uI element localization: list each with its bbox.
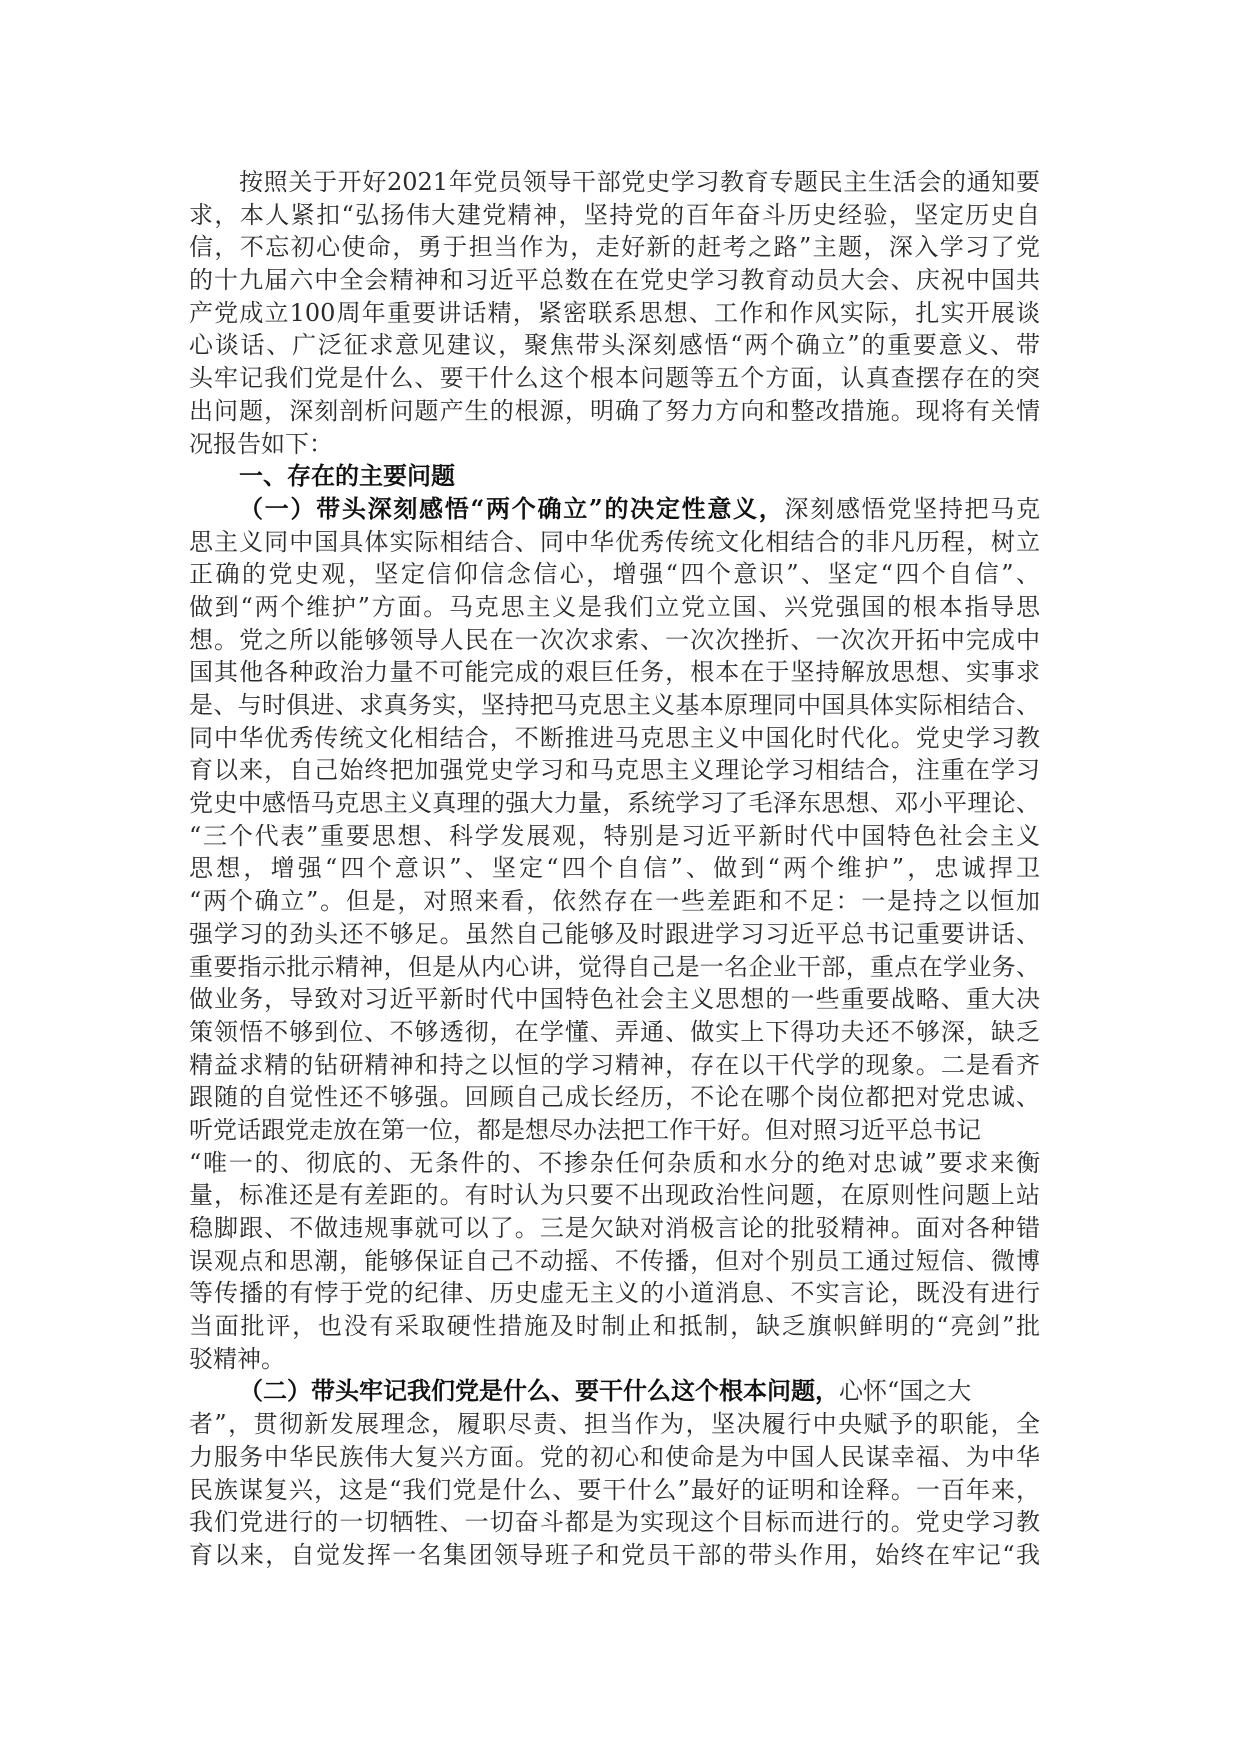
paragraph-line: 育以来，自己始终把加强党史学习和马克思主义理论学习相结合，注重在学习 — [189, 756, 1040, 785]
paragraph-text: 深刻感悟党坚持把马克 — [784, 494, 1040, 523]
paragraph-line: 做到“两个维护”方面。马克思主义是我们立党立国、兴党强国的根本指导思 — [189, 592, 1040, 621]
paragraph-line: 量，标准还是有差距的。有时认为只要不出现政治性问题，在原则性问题上站 — [189, 1181, 1040, 1210]
paragraph-line: 正确的党史观，坚定信仰信念信心，增强“四个意识”、坚定“四个自信”、 — [189, 560, 1040, 589]
paragraph-line: 驳精神。 — [189, 1344, 285, 1373]
paragraph-line: 信，不忘初心使命，勇于担当作为，走好新的赶考之路”主题，深入学习了党 — [189, 233, 1040, 262]
paragraph-line: 精益求精的钻研精神和持之以恒的学习精神，存在以干代学的现象。二是看齐 — [189, 1050, 1040, 1079]
paragraph-line: 想。党之所以能够领导人民在一次次求索、一次次挫折、一次次开拓中完成中 — [189, 625, 1040, 654]
paragraph-line: 听党话跟党走放在第一位，都是想尽办法把工作干好。但对照习近平总书记 — [189, 1115, 981, 1144]
paragraph-line: 等传播的有悖于党的纪律、历史虚无主义的小道消息、不实言论，既没有进行 — [189, 1279, 1040, 1308]
paragraph-line: 国其他各种政治力量不可能完成的艰巨任务，根本在于坚持解放思想、实事求 — [189, 658, 1040, 687]
paragraph-line: 思主义同中国具体实际相结合、同中华优秀传统文化相结合的非凡历程，树立 — [189, 527, 1040, 556]
paragraph-line: 是、与时俱进、求真务实，坚持把马克思主义基本原理同中国具体实际相结合、 — [189, 691, 1040, 719]
paragraph-line: 民族谋复兴，这是“我们党是什么、要干什么”最好的证明和诠释。一百年来， — [189, 1475, 1040, 1504]
paragraph-line: 当面批评，也没有采取硬性措施及时制止和抵制，缺乏旗帜鲜明的“亮剑”批 — [189, 1312, 1040, 1341]
paragraph-line: 误观点和思潮，能够保证自己不动摇、不传播，但对个别员工通过短信、微博 — [189, 1246, 1040, 1275]
paragraph-line: 出问题，深刻剖析问题产生的根源，明确了努力方向和整改措施。现将有关情 — [189, 396, 1040, 425]
section-heading: 一、存在的主要问题 — [239, 461, 455, 491]
paragraph-line: 重要指示批示精神，但是从内心讲，觉得自己是一名企业干部，重点在学业务、 — [189, 952, 1040, 981]
paragraph-line: “两个确立”。但是，对照来看，依然存在一些差距和不足：一是持之以恒加 — [189, 887, 1040, 916]
paragraph-line: 产党成立100周年重要讲话精，紧密联系思想、工作和作风实际，扎实开展谈 — [189, 298, 1040, 327]
paragraph-line: 做业务，导致对习近平新时代中国特色社会主义思想的一些重要战略、重大决 — [189, 985, 1040, 1014]
paragraph-line: “唯一的、彻底的、无条件的、不掺杂任何杂质和水分的绝对忠诚”要求来衡 — [189, 1148, 1040, 1177]
paragraph-line: 育以来，自觉发挥一名集团领导班子和党员干部的带头作用，始终在牢记“我 — [189, 1540, 1040, 1569]
paragraph-line: 同中华优秀传统文化相结合，不断推进马克思主义中国化时代化。党史学习教 — [189, 723, 1040, 752]
paragraph-line: 策领悟不够到位、不够透彻，在学懂、弄通、做实上下得功夫还不够深，缺乏 — [189, 1017, 1040, 1046]
paragraph-line: 强学习的劲头还不够足。虽然自己能够及时跟进学习习近平总书记重要讲话、 — [189, 919, 1040, 948]
paragraph-text: 心怀“国之大 — [839, 1377, 972, 1406]
paragraph-line: 头牢记我们党是什么、要干什么这个根本问题等五个方面，认真查摆存在的突 — [189, 364, 1040, 393]
paragraph-line: “三个代表”重要思想、科学发展观，特别是习近平新时代中国特色社会主义 — [189, 821, 1040, 850]
paragraph-line: 者”，贯彻新发展理念，履职尽责、担当作为，坚决履行中央赋予的职能，全 — [189, 1410, 1040, 1439]
section-title: （一）带头深刻感悟“两个确立”的决定性意义， — [239, 493, 785, 523]
paragraph-line: 求，本人紧扣“弘扬伟大建党精神，坚持党的百年奋斗历史经验，坚定历史自 — [189, 200, 1040, 229]
paragraph-line: 党史中感悟马克思主义真理的强大力量，系统学习了毛泽东思想、邓小平理论、 — [189, 789, 1040, 818]
paragraph-line: 心谈话、广泛征求意见建议，聚焦带头深刻感悟“两个确立”的重要意义、带 — [189, 331, 1040, 360]
paragraph-line: 思想，增强“四个意识”、坚定“四个自信”、做到“两个维护”，忠诚捍卫 — [189, 854, 1040, 883]
section-first-line — [189, 1375, 1040, 1408]
paragraph-line: 的十九届六中全会精神和习近平总数在在党史学习教育动员大会、庆祝中国共 — [189, 266, 1040, 295]
paragraph-line: 力服务中华民族伟大复兴方面。党的初心和使命是为中国人民谋幸福、为中华 — [189, 1442, 1040, 1471]
section-title: （二）带头牢记我们党是什么、要干什么这个根本问题， — [239, 1376, 839, 1406]
paragraph-line: 稳脚跟、不做违规事就可以了。三是欠缺对消极言论的批驳精神。面对各种错 — [189, 1214, 1040, 1242]
document-body — [189, 166, 1040, 1572]
paragraph-line: 我们党进行的一切牺牲、一切奋斗都是为实现这个目标而进行的。党史学习教 — [189, 1508, 1040, 1537]
paragraph-line: 跟随的自觉性还不够强。回顾自己成长经历，不论在哪个岗位都把对党忠诚、 — [189, 1083, 1040, 1112]
paragraph-line: 况报告如下： — [189, 429, 333, 458]
paragraph-line: 按照关于开好2021年党员领导干部党史学习教育专题民主生活会的通知要 — [239, 168, 1040, 196]
section-first-line — [189, 493, 1040, 526]
